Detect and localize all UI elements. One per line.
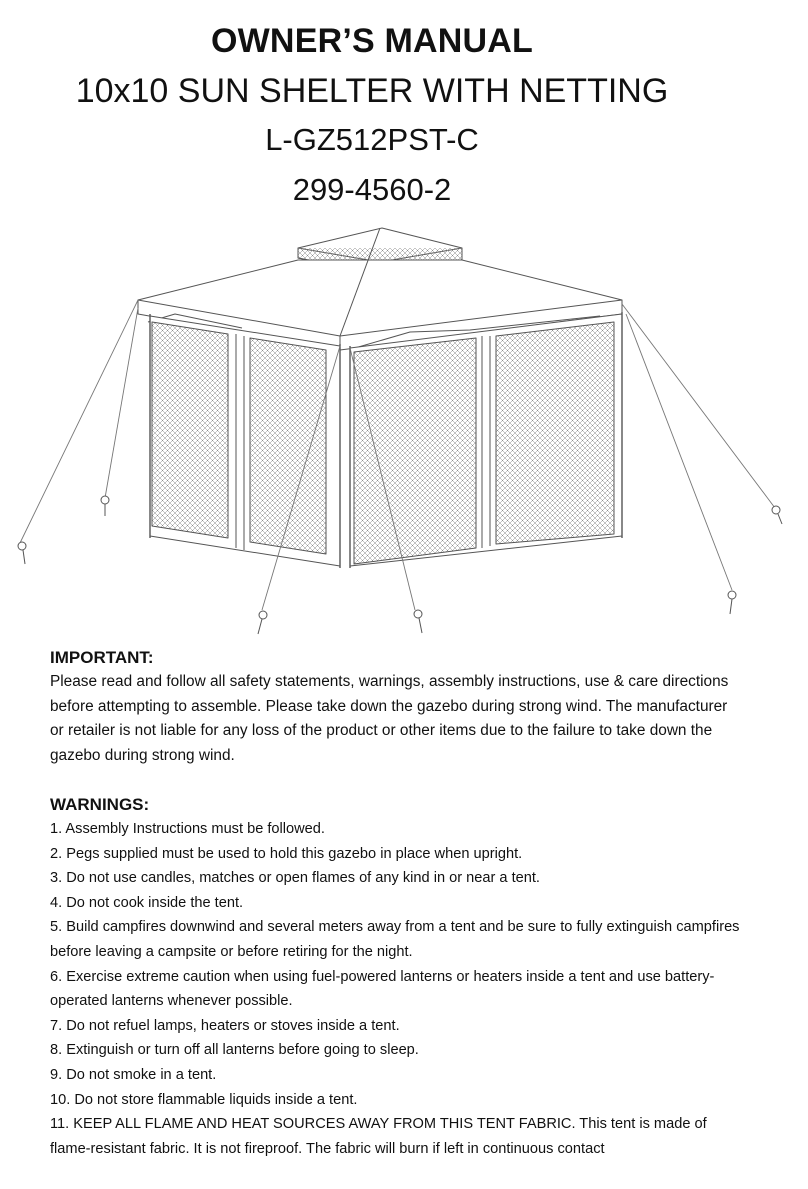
right-mesh-panels	[350, 314, 622, 566]
important-text: Please read and follow all safety statements, warnings, assembly instructions, use & care directions before attempting to assemble. Please take down the gazebo during strong wind. The manufacturer or retailer is not liable for any loss of the product or other items due to the failure to take down the gazebo during strong wind.	[50, 673, 729, 764]
manual-title: OWNER’S MANUAL	[211, 22, 533, 60]
warning-item: 7. Do not refuel lamps, heaters or stoves inside a tent.	[50, 1017, 400, 1034]
warning-item: 4. Do not cook inside the tent.	[50, 894, 244, 911]
item-number: 299-4560-2	[292, 172, 452, 207]
warning-item: 1. Assembly Instructions must be followed.	[50, 821, 325, 837]
warning-item: 5. Build campfires downwind and several meters away from a tent and be sure to fully extinguish campfires before leaving a campsite or before retiring for the night.	[50, 919, 740, 960]
warning-item: 3. Do not use candles, matches or open flames of any kind in or near a tent.	[50, 870, 540, 887]
warning-item: 2. Pegs supplied must be used to hold this gazebo in place when upright.	[50, 845, 523, 862]
warning-item: 6. Exercise extreme caution when using fuel-powered lanterns or heaters inside a tent and use battery-operated lanterns whenever possible.	[50, 968, 715, 1010]
warnings-heading: WARNINGS:	[50, 795, 150, 814]
product-name: 10x10 SUN SHELTER WITH NETTING	[75, 72, 669, 110]
important-heading: IMPORTANT:	[50, 648, 154, 667]
warnings-section	[50, 793, 740, 1161]
model-number: L-GZ512PST-C	[265, 122, 479, 157]
warning-item: 11. KEEP ALL FLAME AND HEAT SOURCES AWAY FROM THIS TENT FABRIC. This tent is made of flame-resistant fabric. It is not fireproof. The fabric will burn if left in continuous contact	[50, 1116, 707, 1157]
warning-item: 10. Do not store flammable liquids inside a tent.	[50, 1091, 358, 1108]
warning-item: 9. Do not smoke in a tent.	[50, 1066, 217, 1083]
important-section	[50, 646, 740, 768]
gazebo-illustration-icon	[10, 218, 800, 636]
warning-item: 8. Extinguish or turn off all lanterns before going to sleep.	[50, 1042, 419, 1059]
